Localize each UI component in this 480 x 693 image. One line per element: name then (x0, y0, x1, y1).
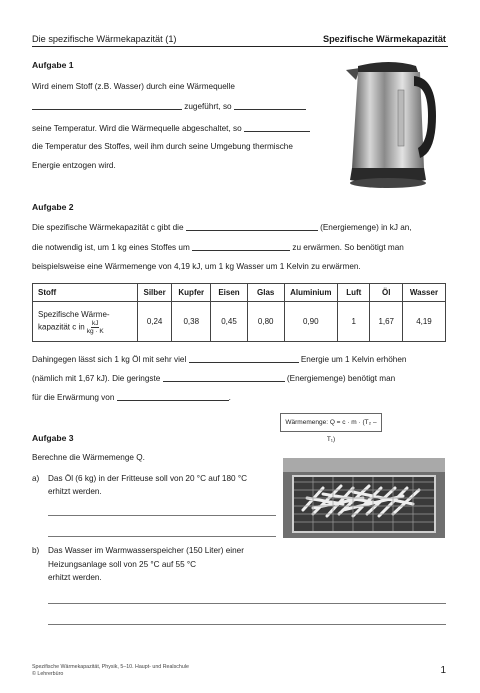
table-header-cell: Öl (370, 284, 402, 302)
table-cell: 0,45 (211, 302, 248, 342)
task2-line2-text-a: die notwendig ist, um 1 kg eines Stoffes um (32, 243, 190, 252)
answer-line[interactable] (48, 536, 276, 537)
task2-heading: Aufgabe 2 (32, 202, 74, 212)
task2-line1-text-b: (Energiemenge) in kJ an, (320, 223, 412, 232)
heat-capacity-table (32, 283, 446, 342)
formula-box: Wärmemenge: Q = c · m · (T₂ – T₁) (280, 413, 382, 432)
blank-field[interactable] (192, 242, 290, 251)
table-cell: 0,38 (172, 302, 211, 342)
table-header-cell: Wasser (402, 284, 445, 302)
task2-line4 (32, 354, 406, 364)
task3-b-line1: Das Wasser im Warmwasserspeicher (150 Liter) einer (48, 546, 244, 555)
task3-heading: Aufgabe 3 (32, 433, 74, 443)
task1-line1: Wird einem Stoff (z.B. Wasser) durch eine Wärmequelle (32, 82, 235, 91)
task1-heading: Aufgabe 1 (32, 60, 74, 70)
task3-a-label: a) (32, 474, 40, 483)
answer-line[interactable] (48, 515, 276, 516)
task2-line6-text-a: für die Erwärmung von (32, 393, 115, 402)
row-label-line2 (38, 320, 137, 335)
table-header-cell: Kupfer (172, 284, 211, 302)
table-header-row (33, 284, 446, 302)
footer-line1: Spezifische Wärmekapazität, Physik, 5–10. Haupt- und Realschule (32, 664, 189, 670)
task1-line2 (32, 101, 306, 111)
table-cell: 1,67 (370, 302, 402, 342)
table-row-label (33, 302, 138, 342)
page-number: 1 (440, 665, 446, 676)
table-header-cell: Luft (338, 284, 370, 302)
task3-b-label: b) (32, 546, 40, 555)
blank-field[interactable] (117, 392, 229, 401)
fryer-photo (283, 458, 445, 538)
footer-line2: © Lehrerbüro (32, 671, 64, 677)
task2-line1 (32, 222, 412, 232)
row-label-line2-text: kapazität c in (38, 322, 85, 332)
blank-field[interactable] (32, 101, 182, 110)
table-cell: 0,24 (137, 302, 172, 342)
task1-line4: die Temperatur des Stoffes, weil ihm durch seine Umgebung thermische (32, 142, 293, 151)
kettle-photo (338, 56, 438, 196)
table-header-cell: Eisen (211, 284, 248, 302)
unit-fraction (87, 320, 104, 335)
table-header-cell: Glas (247, 284, 284, 302)
unit-numerator: kJ (91, 319, 99, 327)
task3-a-line1: Das Öl (6 kg) in der Fritteuse soll von 20 °C auf 180 °C (48, 474, 248, 483)
header-right-title: Spezifische Wärmekapazität (322, 34, 446, 44)
answer-line[interactable] (48, 624, 446, 625)
row-label-line1: Spezifische Wärme- (38, 309, 110, 319)
table-cell: 0,80 (247, 302, 284, 342)
table-header-cell: Stoff (33, 284, 138, 302)
task2-line4-text-a: Dahingegen lässt sich 1 kg Öl mit sehr viel (32, 355, 187, 364)
task3-a-line2: erhitzt werden. (48, 487, 102, 496)
task2-line5-text-b: (Energiemenge) benötigt man (286, 374, 396, 383)
task3-b-line2: Heizungsanlage soll von 25 °C auf 55 °C (48, 560, 197, 569)
task2-line4-text-b: Energie um 1 Kelvin erhöhen (300, 355, 407, 364)
task2-line3: beispielsweise eine Wärmemenge von 4,19 kJ, um 1 kg Wasser um 1 Kelvin zu erwärmen. (32, 262, 361, 271)
table-header-cell: Aluminium (284, 284, 337, 302)
answer-line[interactable] (48, 603, 446, 604)
header-divider (32, 46, 448, 47)
blank-field[interactable] (244, 123, 310, 132)
task2-line2-text-b: zu erwärmen. So benötigt man (292, 243, 404, 252)
task2-line5 (32, 373, 395, 383)
header-left-title: Die spezifische Wärmekapazität (1) (32, 34, 177, 44)
task1-line3 (32, 123, 310, 133)
blank-field[interactable] (189, 354, 299, 363)
blank-field[interactable] (186, 222, 318, 231)
task1-line3-text: seine Temperatur. Wird die Wärmequelle abgeschaltet, so (32, 124, 242, 133)
blank-field[interactable] (234, 101, 306, 110)
task3-intro: Berechne die Wärmemenge Q. (32, 453, 145, 462)
blank-field[interactable] (163, 373, 285, 382)
task2-line1-text-a: Die spezifische Wärmekapazität c gibt die (32, 223, 184, 232)
table-header-cell: Silber (137, 284, 172, 302)
task2-line6 (32, 392, 231, 402)
unit-denominator: kg · K (86, 327, 104, 335)
task2-line2 (32, 242, 404, 252)
task2-line5-text-a: (nämlich mit 1,67 kJ). Die geringste (32, 374, 161, 383)
task2-line6-text-b: . (228, 393, 231, 402)
table-row (33, 302, 446, 342)
table-cell: 0,90 (284, 302, 337, 342)
table-cell: 1 (338, 302, 370, 342)
task1-line5: Energie entzogen wird. (32, 161, 116, 170)
task3-b-line3: erhitzt werden. (48, 573, 102, 582)
task1-line2-text: zugeführt, so (184, 102, 232, 111)
table-cell: 4,19 (402, 302, 445, 342)
